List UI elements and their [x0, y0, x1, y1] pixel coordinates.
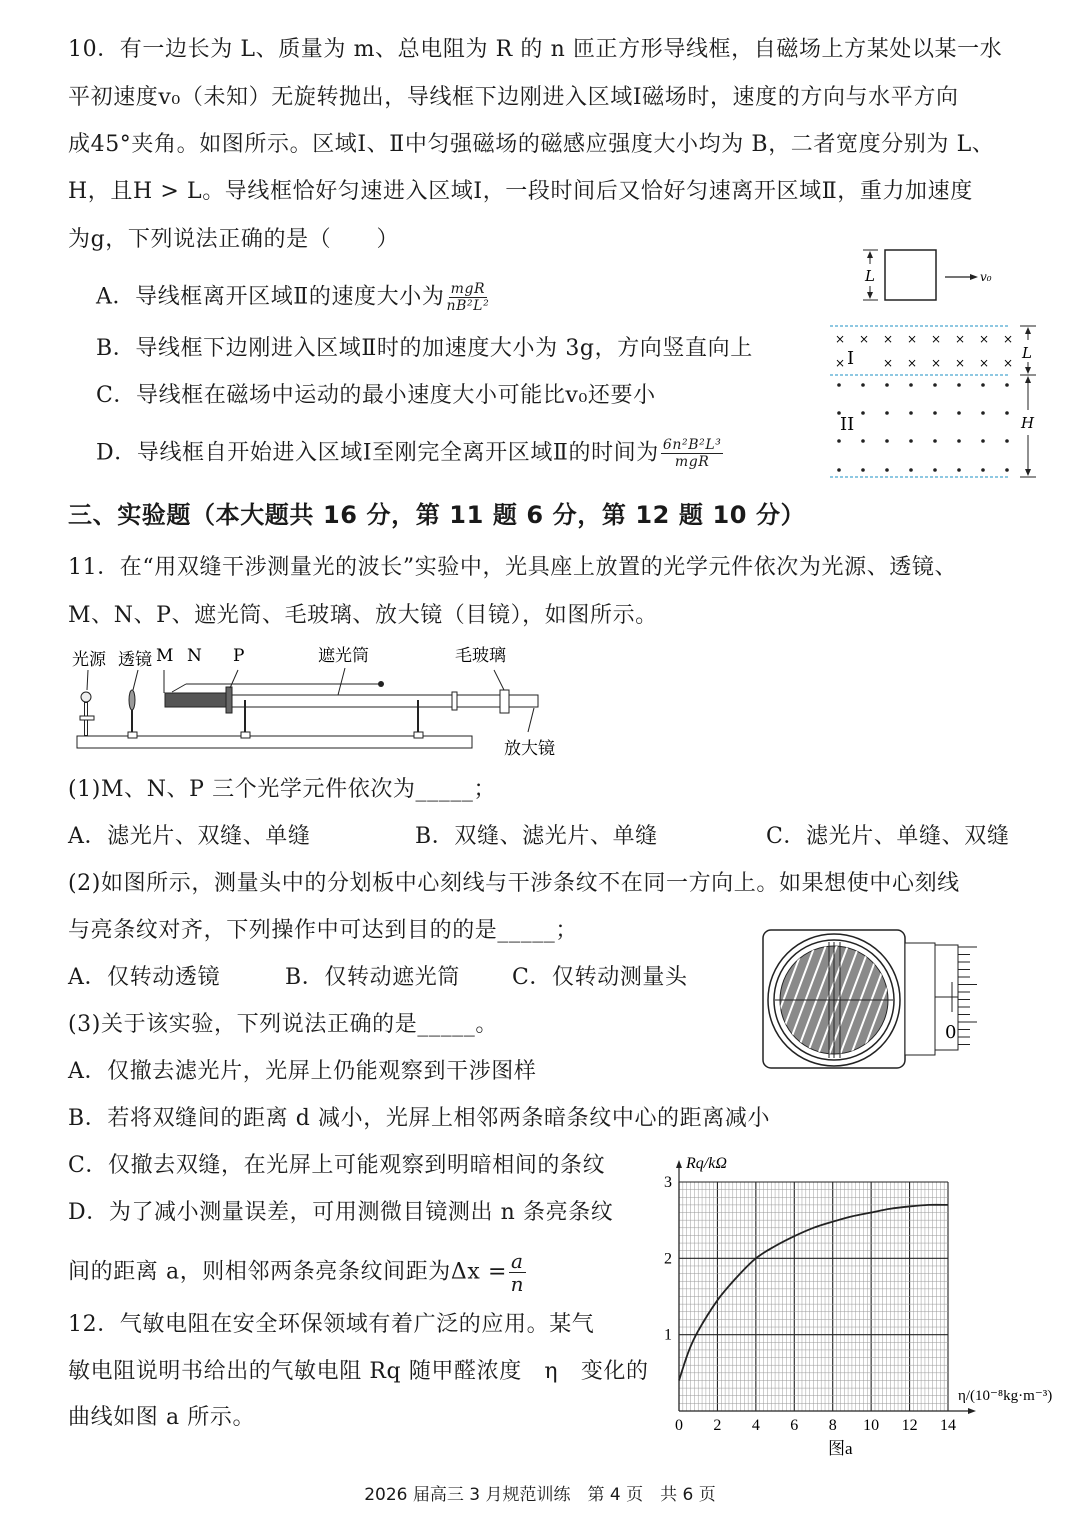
- field-out-mark: [861, 411, 865, 415]
- micrometer-zero-label: 0: [945, 1022, 957, 1043]
- q11-part-3-option-d: D．为了减小测量误差，可用测微目镜测出 n 条亮条纹: [68, 1200, 614, 1225]
- fraction-num: 6n²B²L³: [662, 437, 722, 453]
- field-into-mark: ×: [1003, 332, 1014, 346]
- q11-part-3-option-c: C．仅撤去双缝，在光屏上可能观察到明暗相间的条纹: [68, 1153, 606, 1178]
- y-axis-arrow-icon: [676, 1160, 682, 1168]
- q10-option-c: C．导线框在磁场中运动的最小速度大小可能比v₀还要小: [96, 383, 656, 408]
- label-v0: v₀: [980, 270, 992, 284]
- field-out-mark: [933, 411, 937, 415]
- q10-line-3: 成45°夹角。如图所示。区域Ⅰ、Ⅱ中匀强磁场的磁感应强度大小均为 B，二者宽度分别为 L、: [68, 132, 995, 157]
- field-into-mark: ×: [835, 332, 846, 346]
- field-into-mark: ×: [955, 332, 966, 346]
- field-marks: [830, 326, 1013, 477]
- field-into-mark: ×: [955, 356, 966, 370]
- label-lens: 透镜: [118, 650, 152, 670]
- q11-part-1: (1)M、N、P 三个光学元件依次为_____；: [68, 777, 497, 802]
- field-into-mark: ×: [979, 332, 990, 346]
- field-out-mark: [837, 439, 841, 443]
- field-out-mark: [837, 468, 841, 472]
- fraction-den: mgR: [674, 454, 710, 470]
- x-tick-label: 8: [828, 1417, 837, 1434]
- label-light-source: 光源: [72, 650, 106, 670]
- x-axis-arrow-icon: [968, 1408, 976, 1414]
- q11-part-3-option-d-cont: [68, 1250, 526, 1295]
- q11-part-1-option-a: A．滤光片、双缝、单缝: [68, 824, 311, 849]
- q12-line-3: 曲线如图 a 所示。: [68, 1405, 256, 1430]
- q11-part-2-option-a: A．仅转动透镜: [68, 965, 221, 990]
- y-tick-label: 3: [664, 1174, 672, 1191]
- q11-part-3: (3)关于该实验，下列说法正确的是_____。: [68, 1012, 498, 1037]
- field-out-mark: [885, 468, 889, 472]
- x-tick-label: 0: [675, 1417, 683, 1434]
- field-out-mark: [909, 439, 913, 443]
- field-out-mark: [957, 411, 961, 415]
- y-tick-label: 1: [664, 1326, 672, 1344]
- label-n: N: [187, 646, 202, 666]
- field-out-mark: [957, 383, 961, 387]
- label-l-top: L: [865, 267, 875, 285]
- q10-line-2: 平初速度v₀（未知）无旋转抛出，导线框下边刚进入区域Ⅰ磁场时，速度的方向与水平方向: [68, 85, 959, 110]
- field-out-mark: [957, 468, 961, 472]
- field-out-mark: [1005, 411, 1009, 415]
- field-out-mark: [837, 383, 841, 387]
- q11-part-3-option-a: A．仅撤去滤光片，光屏上仍能观察到干涉图样: [68, 1059, 537, 1084]
- field-into-mark: ×: [1003, 356, 1014, 370]
- q10-line-1: 10．有一边长为 L、质量为 m、总电阻为 R 的 n 匝正方形导线框，自磁场上方某处以某一水: [68, 37, 1003, 62]
- option-a-fraction: [446, 281, 489, 314]
- field-into-mark: ×: [907, 356, 918, 370]
- label-region-2: II: [840, 414, 855, 435]
- q11-part-1-option-c: C．滤光片、单缝、双缝: [766, 824, 1010, 849]
- x-axis-label: η/(10⁻⁸kg·m⁻³): [958, 1388, 1053, 1404]
- fraction-den: n: [510, 1272, 525, 1296]
- label-h: H: [1021, 414, 1035, 432]
- field-out-mark: [909, 383, 913, 387]
- option-a-text: A．导线框离开区域Ⅱ的速度大小为: [96, 284, 445, 310]
- label-ground-glass: 毛玻璃: [455, 646, 506, 666]
- q12-line-2: 敏电阻说明书给出的气敏电阻 Rq 随甲醛浓度 η 变化的: [68, 1359, 649, 1384]
- q11-part-2-option-b: B．仅转动遮光筒: [285, 965, 460, 990]
- field-out-mark: [885, 411, 889, 415]
- fraction-den: nB²L²: [446, 298, 490, 314]
- arrow-right-icon: [970, 274, 978, 280]
- field-into-mark: ×: [931, 356, 942, 370]
- field-into-mark: ×: [835, 356, 846, 370]
- delta-x-fraction: [509, 1250, 526, 1295]
- section-heading: 三、实验题（本大题共 16 分，第 11 题 6 分，第 12 题 10 分）: [68, 501, 806, 529]
- field-out-mark: [861, 383, 865, 387]
- field-out-mark: [861, 439, 865, 443]
- q11-part-2-line-1: (2)如图所示，测量头中的分划板中心刻线与干涉条纹不在同一方向上。如果想使中心刻线: [68, 871, 960, 896]
- field-out-mark: [933, 468, 937, 472]
- q11-part-2-line-2: 与亮条纹对齐，下列操作中可达到目的的是_____；: [68, 918, 579, 943]
- field-out-mark: [933, 383, 937, 387]
- y-axis-label: Rq/kΩ: [686, 1155, 727, 1172]
- field-out-mark: [909, 468, 913, 472]
- magnetic-field-figure: [820, 240, 1060, 480]
- label-m: M: [156, 646, 174, 666]
- field-into-mark: ×: [907, 332, 918, 346]
- q11-part-3-option-b: B．若将双缝间的距离 d 减小，光屏上相邻两条暗条纹中心的距离减小: [68, 1106, 771, 1131]
- field-out-mark: [981, 468, 985, 472]
- y-tick-label: 2: [664, 1250, 672, 1268]
- field-out-mark: [909, 411, 913, 415]
- x-tick-label: 14: [940, 1417, 956, 1434]
- field-into-mark: ×: [883, 332, 894, 346]
- x-tick-label: 6: [790, 1417, 799, 1434]
- q10-option-b: B．导线框下边刚进入区域Ⅱ时的加速度大小为 3g，方向竖直向上: [96, 336, 753, 361]
- label-p: P: [233, 646, 245, 666]
- field-out-mark: [981, 439, 985, 443]
- label-tube: 遮光筒: [318, 646, 369, 666]
- field-out-mark: [885, 383, 889, 387]
- field-out-mark: [981, 411, 985, 415]
- x-tick-label: 10: [863, 1417, 880, 1434]
- x-tick-label: 2: [713, 1417, 722, 1434]
- x-tick-label: 4: [751, 1417, 760, 1434]
- field-out-mark: [1005, 439, 1009, 443]
- q10-option-d: [96, 437, 723, 470]
- field-out-mark: [885, 439, 889, 443]
- q11-part-1-option-b: B．双缝、滤光片、单缝: [415, 824, 658, 849]
- q10-option-a: [96, 281, 489, 314]
- chart-caption: 图a: [828, 1439, 853, 1458]
- optical-bench-figure: [60, 640, 560, 760]
- field-into-mark: ×: [979, 356, 990, 370]
- q11-line-2: M、N、P、遮光筒、毛玻璃、放大镜（目镜），如图所示。: [68, 603, 658, 628]
- x-tick-label: 12: [901, 1417, 918, 1434]
- page-footer: 2026 届高三 3 月规范训练 第 4 页 共 6 页: [364, 1485, 716, 1505]
- field-out-mark: [1005, 468, 1009, 472]
- q11-line-1: 11．在“用双缝干涉测量光的波长”实验中，光具座上放置的光学元件依次为光源、透镜、: [68, 555, 958, 580]
- field-into-mark: ×: [859, 332, 870, 346]
- field-into-mark: ×: [931, 332, 942, 346]
- label-l-right: L: [1022, 344, 1032, 362]
- option-d-cont-text: 间的距离 a，则相邻两条亮条纹间距为Δx =: [68, 1259, 508, 1285]
- field-out-mark: [1005, 383, 1009, 387]
- field-into-mark: ×: [883, 356, 894, 370]
- resistance-concentration-chart: [650, 1150, 1070, 1470]
- measuring-head-figure: [755, 920, 1015, 1070]
- field-out-mark: [981, 383, 985, 387]
- fraction-num: a: [511, 1249, 524, 1273]
- fraction-num: mgR: [450, 281, 486, 297]
- q10-line-5: 为g，下列说法正确的是（ ）: [68, 227, 400, 252]
- label-magnifier: 放大镜: [504, 739, 555, 759]
- field-out-mark: [957, 439, 961, 443]
- option-d-text: D．导线框自开始进入区域Ⅰ至刚完全离开区域Ⅱ的时间为: [96, 440, 659, 466]
- field-out-mark: [861, 468, 865, 472]
- q11-part-2-option-c: C．仅转动测量头: [512, 965, 688, 990]
- field-out-mark: [933, 439, 937, 443]
- option-d-fraction: [661, 437, 724, 470]
- label-region-1: I: [847, 348, 855, 369]
- q10-line-4: H，且H > L。导线框恰好匀速进入区域Ⅰ，一段时间后又恰好匀速离开区域Ⅱ，重力加速度: [68, 179, 973, 204]
- q12-line-1: 12．气敏电阻在安全环保领域有着广泛的应用。某气: [68, 1312, 595, 1337]
